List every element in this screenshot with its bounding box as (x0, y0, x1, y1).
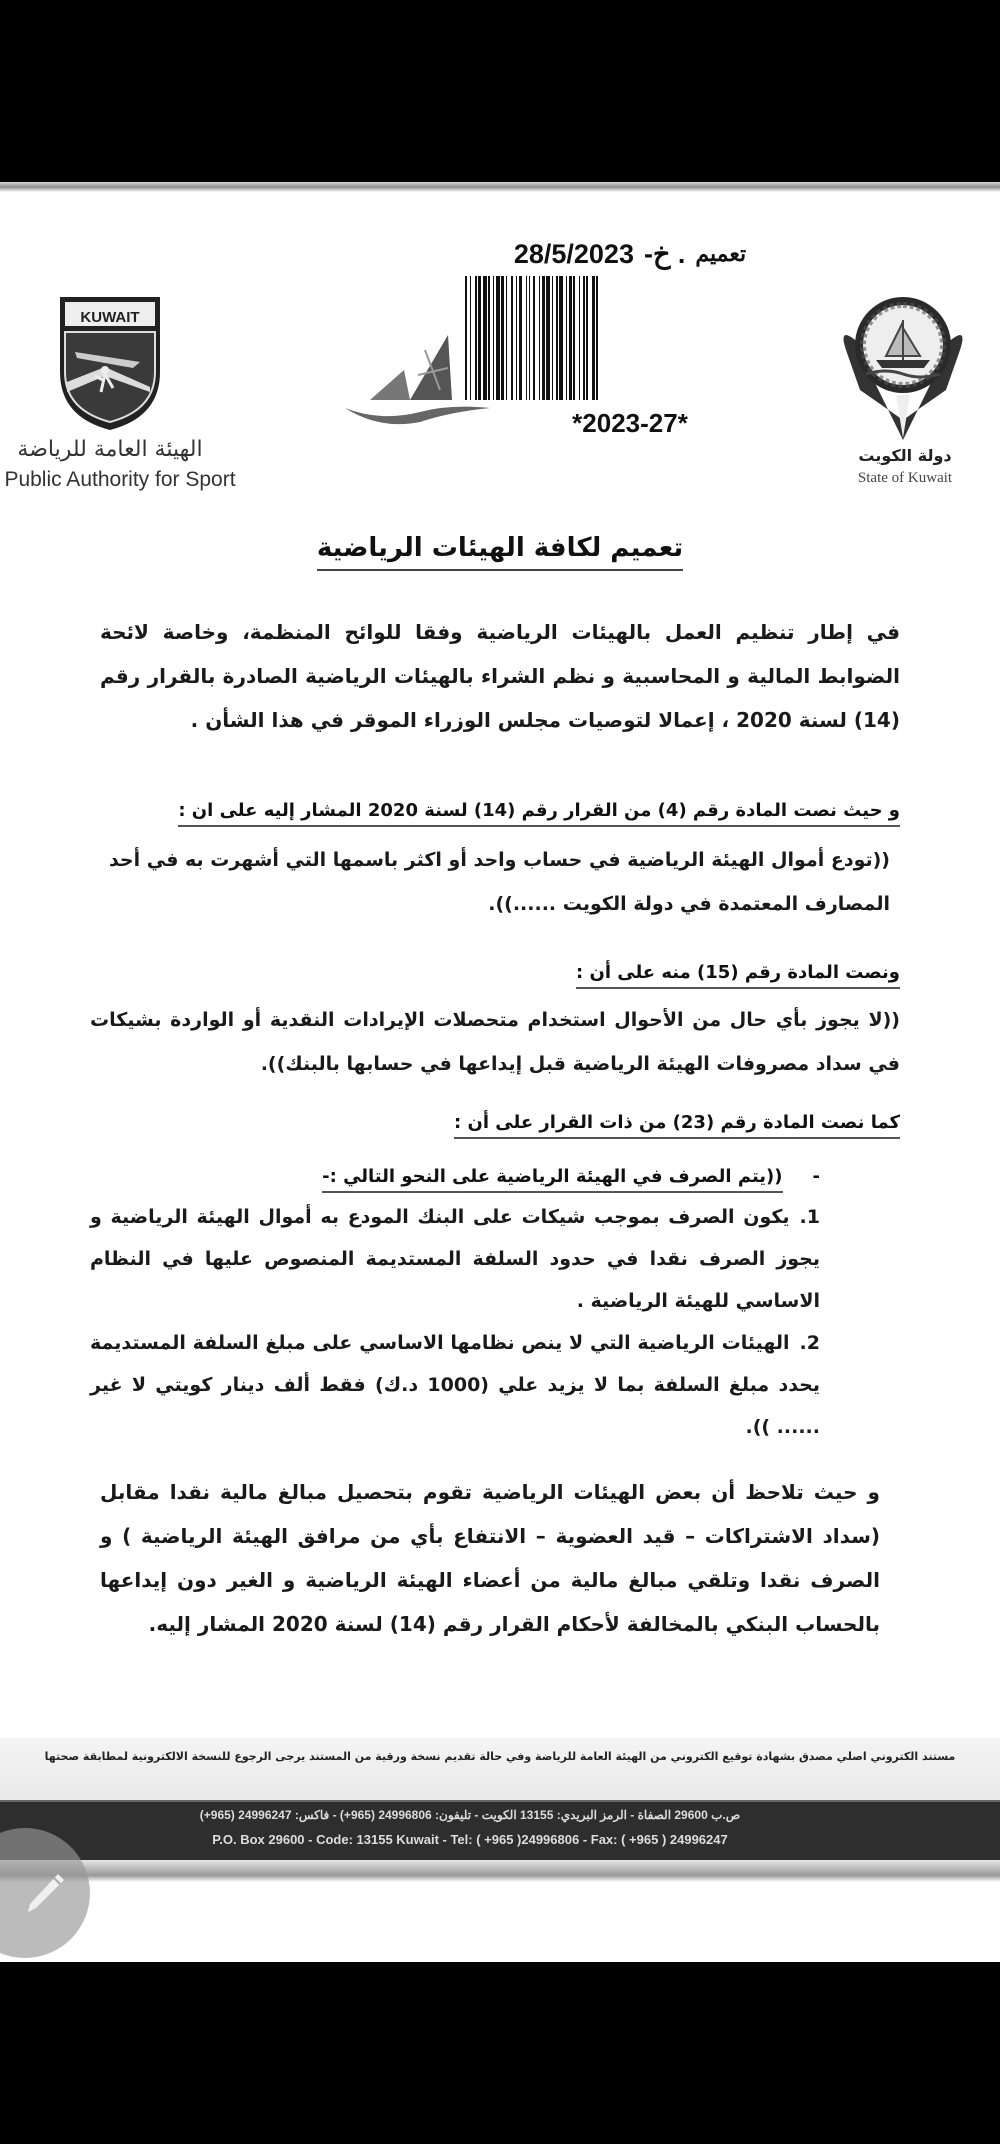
article-23-bullet (100, 1166, 820, 1187)
article-23-heading-text: كما نصت المادة رقم (23) من ذات القرار على أن : (454, 1112, 900, 1139)
state-of-kuwait-emblem-icon (836, 290, 970, 440)
footer-strip (0, 1860, 1000, 1882)
pencil-icon (20, 1868, 70, 1918)
article-15-heading-text: ونصت المادة رقم (15) منه على أن : (576, 962, 900, 989)
article-4-quote: ((تودع أموال الهيئة الرياضية في حساب واحد أو اكثر باسمها التي أشهرت به في أحد المصارف المعتمدة في دولة الكويت ......)). (108, 849, 890, 915)
dhow-logo-icon (340, 330, 490, 430)
footer-note-band (0, 1738, 1000, 1800)
reference-date: 28/5/2023 (513, 238, 634, 269)
list-text: الهيئات الرياضية التي لا ينص نظامها الاساسي على مبلغ السلفة المستديمة يحدد مبلغ السلفة بما لا يزيد علي (1000 د.ك) فقط ألف دينار كويتي لا غير ...... )). (90, 1332, 821, 1438)
article-4-heading-text: و حيث نصت المادة رقم (4) من القرار رقم (14) لسنة 2020 المشار إليه على ان : (178, 800, 900, 827)
bullet-dash: - (812, 1166, 820, 1187)
barcode (465, 276, 781, 400)
list-number: 1. (799, 1206, 820, 1228)
page-edge (0, 182, 1000, 192)
reference-label: تعميم (695, 241, 747, 266)
list-text: يكون الصرف بموجب شيكات على البنك المودع به أموال الهيئة الرياضية و يجوز الصرف نقدا في حدود السلفة المستديمة المنصوص عليها في النظام الاساسي للهيئة الرياضية . (90, 1206, 820, 1312)
state-name-arabic: دولة الكويت (858, 446, 952, 465)
document-title (0, 533, 1000, 563)
article-23-item-1 (90, 1196, 820, 1322)
footer-address-english: P.O. Box 29600 - Code: 13155 Kuwait - Tel: ( +965 )24996806 - Fax: ( +965 ) 24996247 (212, 1832, 728, 1847)
state-name-english: State of Kuwait (857, 470, 953, 486)
article-15-heading (100, 962, 900, 983)
closing-paragraph: و حيث تلاحظ أن بعض الهيئات الرياضية تقوم بتحصيل مبالغ مالية نقدا مقابل (سداد الاشتراكات – قيد العضوية – الانتفاع بأي من مرافق الهيئة الرياضية ) و الصرف نقدا وتلقي مبالغ مالية من أعضاء الهيئة الرياضية و الغير دون إيداعها بالحساب البنكي بالمخالفة لأحكام القرار رقم (14) لسنة 2020 المشار إليه. (100, 1480, 880, 1636)
list-number: 2. (799, 1332, 820, 1354)
intro-paragraph: في إطار تنظيم العمل بالهيئات الرياضية وفقا للوائح المنظمة، وخاصة لائحة الضوابط المالية و المحاسبية و نظم الشراء بالهيئات الرياضية الصادرة بالقرار رقم (14) لسنة 2020 ، إعمالا لتوصيات مجلس الوزراء الموقر في هذا الشأن . (100, 620, 900, 732)
svg-text:KUWAIT: KUWAIT (80, 309, 140, 326)
reference-line (490, 236, 770, 272)
reference-separator: . خ- (643, 238, 686, 269)
issuer-name-english: Public Authority for Sport (4, 468, 236, 491)
footer-address-arabic: ص.ب 29600 الصفاة - الرمز البريدي: 13155 الكويت - تليفون: 24996806 (965+) - فاكس: 24996247 (965+) (199, 1808, 741, 1822)
barcode-text: *2023-27* (572, 408, 688, 438)
article-23-bullet-text: ((يتم الصرف في الهيئة الرياضية على النحو التالي :- (322, 1166, 782, 1193)
article-23-item-2 (90, 1322, 820, 1448)
article-15-quote: ((لا يجوز بأي حال من الأحوال استخدام متحصلات الإيرادات النقدية أو الواردة بشيكات في سداد مصروفات الهيئة الرياضية قبل إيداعها في حسابها بالبنك)). (90, 1009, 900, 1075)
article-23-heading (100, 1112, 900, 1133)
document-title-text: تعميم لكافة الهيئات الرياضية (317, 533, 683, 571)
footer-certification-note: مستند الكتروني اصلي مصدق بشهادة توقيع الكتروني من الهيئة العامة للرياضة وفي حالة تقديم نسخة ورقية من المستند يرجى الرجوع للنسخة الالكترونية لمطابقة صحتها (44, 1750, 956, 1763)
public-authority-sport-logo-icon (55, 292, 165, 432)
article-4-heading (100, 800, 900, 821)
issuer-name-arabic: الهيئة العامة للرياضة (17, 437, 203, 462)
